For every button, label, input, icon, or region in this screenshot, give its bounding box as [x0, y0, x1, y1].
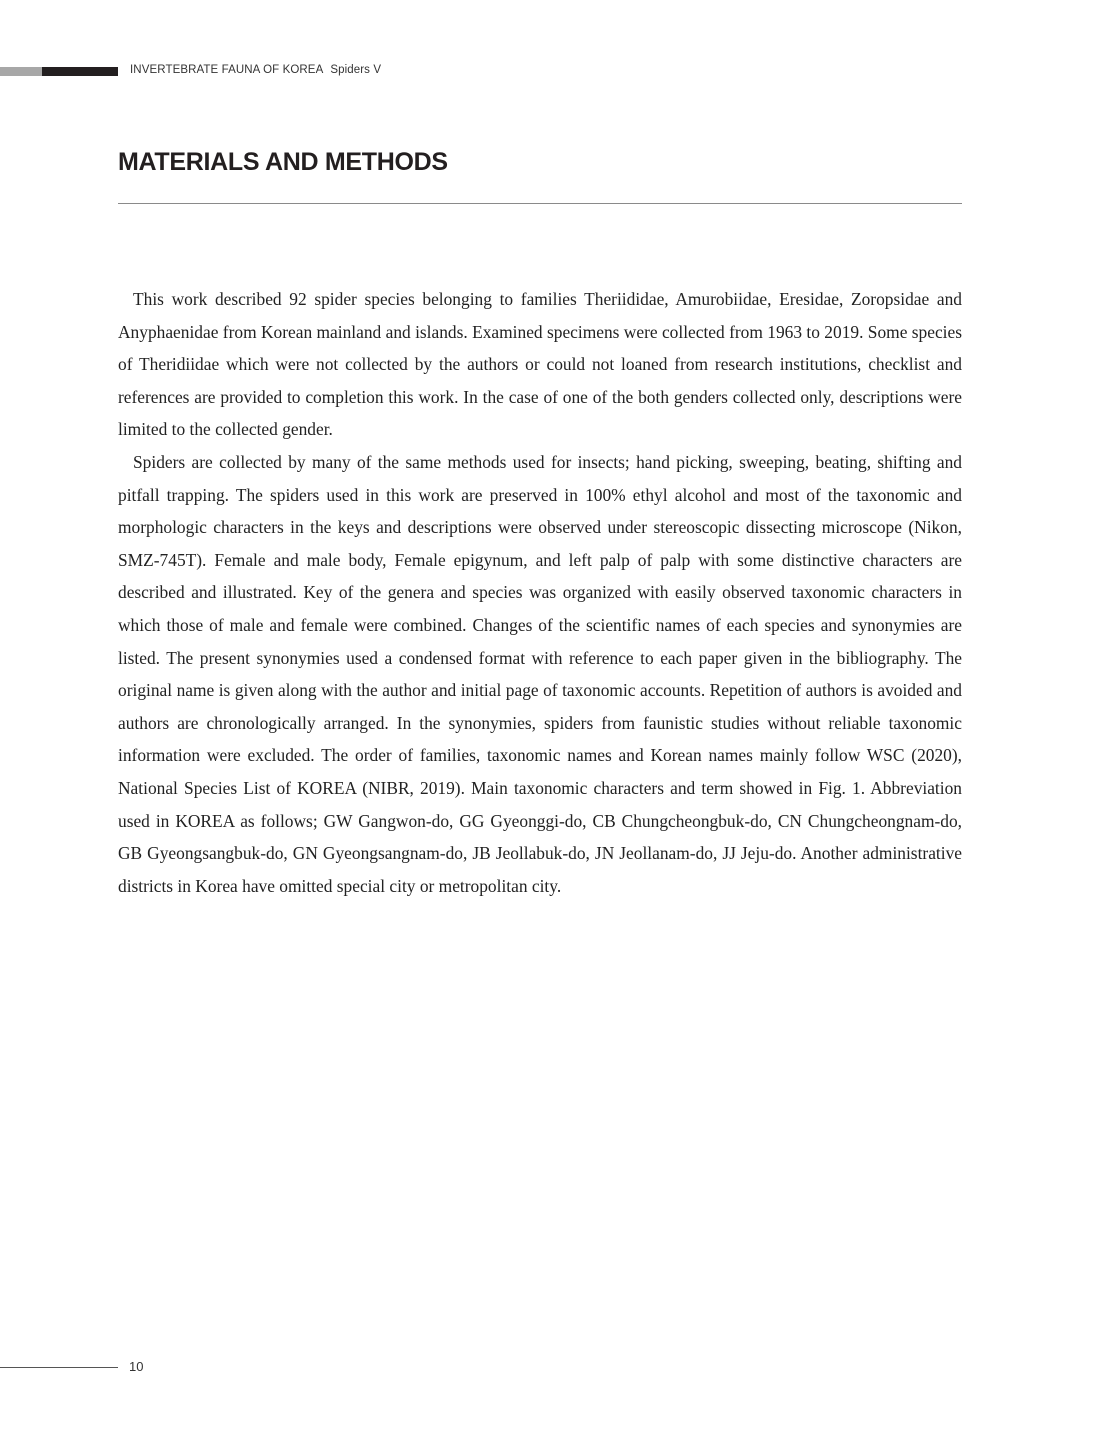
- body-text: [118, 283, 962, 902]
- running-head: [130, 64, 381, 76]
- header-bar-dark: [42, 67, 118, 76]
- body-paragraph-2: Spiders are collected by many of the same methods used for insects; hand picking, sweeping, beating, shifting and pitfall trapping. The spiders used in this work are preserved in 100% ethyl alcohol and most of the taxonomic and morphologic characters in the keys and descriptions were observed under stereoscopic dissecting microscope (Nikon, SMZ-745T). Female and male body, Female epigynum, and left palp of palp with some distinctive characters are described and illustrated. Key of the genera and species was organized with easily observed taxonomic characters in which those of male and female were combined. Changes of the scientific names of each species and synonymies are listed. The present synonymies used a condensed format with reference to each paper given in the bibliography. The original name is given along with the author and initial page of taxonomic accounts. Repetition of authors is avoided and authors are chronologically arranged. In the synonymies, spiders from faunistic studies without reliable taxonomic information were excluded. The order of families, taxonomic names and Korean names mainly follow WSC (2020), National Species List of KOREA (NIBR, 2019). Main taxonomic characters and term showed in Fig. 1. Abbreviation used in KOREA as follows; GW Gangwon-do, GG Gyeonggi-do, CB Chungcheongbuk-do, CN Chungcheongnam-do, GB Gyeongsangbuk-do, GN Gyeongsangnam-do, JB Jeollabuk-do, JN Jeollanam-do, JJ Jeju-do. Another administrative districts in Korea have omitted special city or metropolitan city.: [118, 451, 962, 896]
- header-bar-gray: [0, 67, 42, 76]
- page-number: 10: [129, 1359, 144, 1374]
- running-head-series: Spiders V: [330, 64, 382, 76]
- section-title: MATERIALS AND METHODS: [118, 148, 448, 176]
- title-divider: [118, 203, 962, 204]
- body-paragraph-1: This work described 92 spider species belonging to families Theriididae, Amurobiidae, Eresidae, Zoropsidae and Anyphaenidae from Korean mainland and islands. Examined specimens were collected from 1963 to 2019. Some species of Theridiidae which were not collected by the authors or could not loaned from research institutions, checklist and references are provided to completion this work. In the case of one of the both genders collected only, descriptions were limited to the collected gender.: [118, 289, 962, 440]
- footer-rule: [0, 1367, 118, 1368]
- running-head-book-title: INVERTEBRATE FAUNA OF KOREA: [130, 64, 324, 76]
